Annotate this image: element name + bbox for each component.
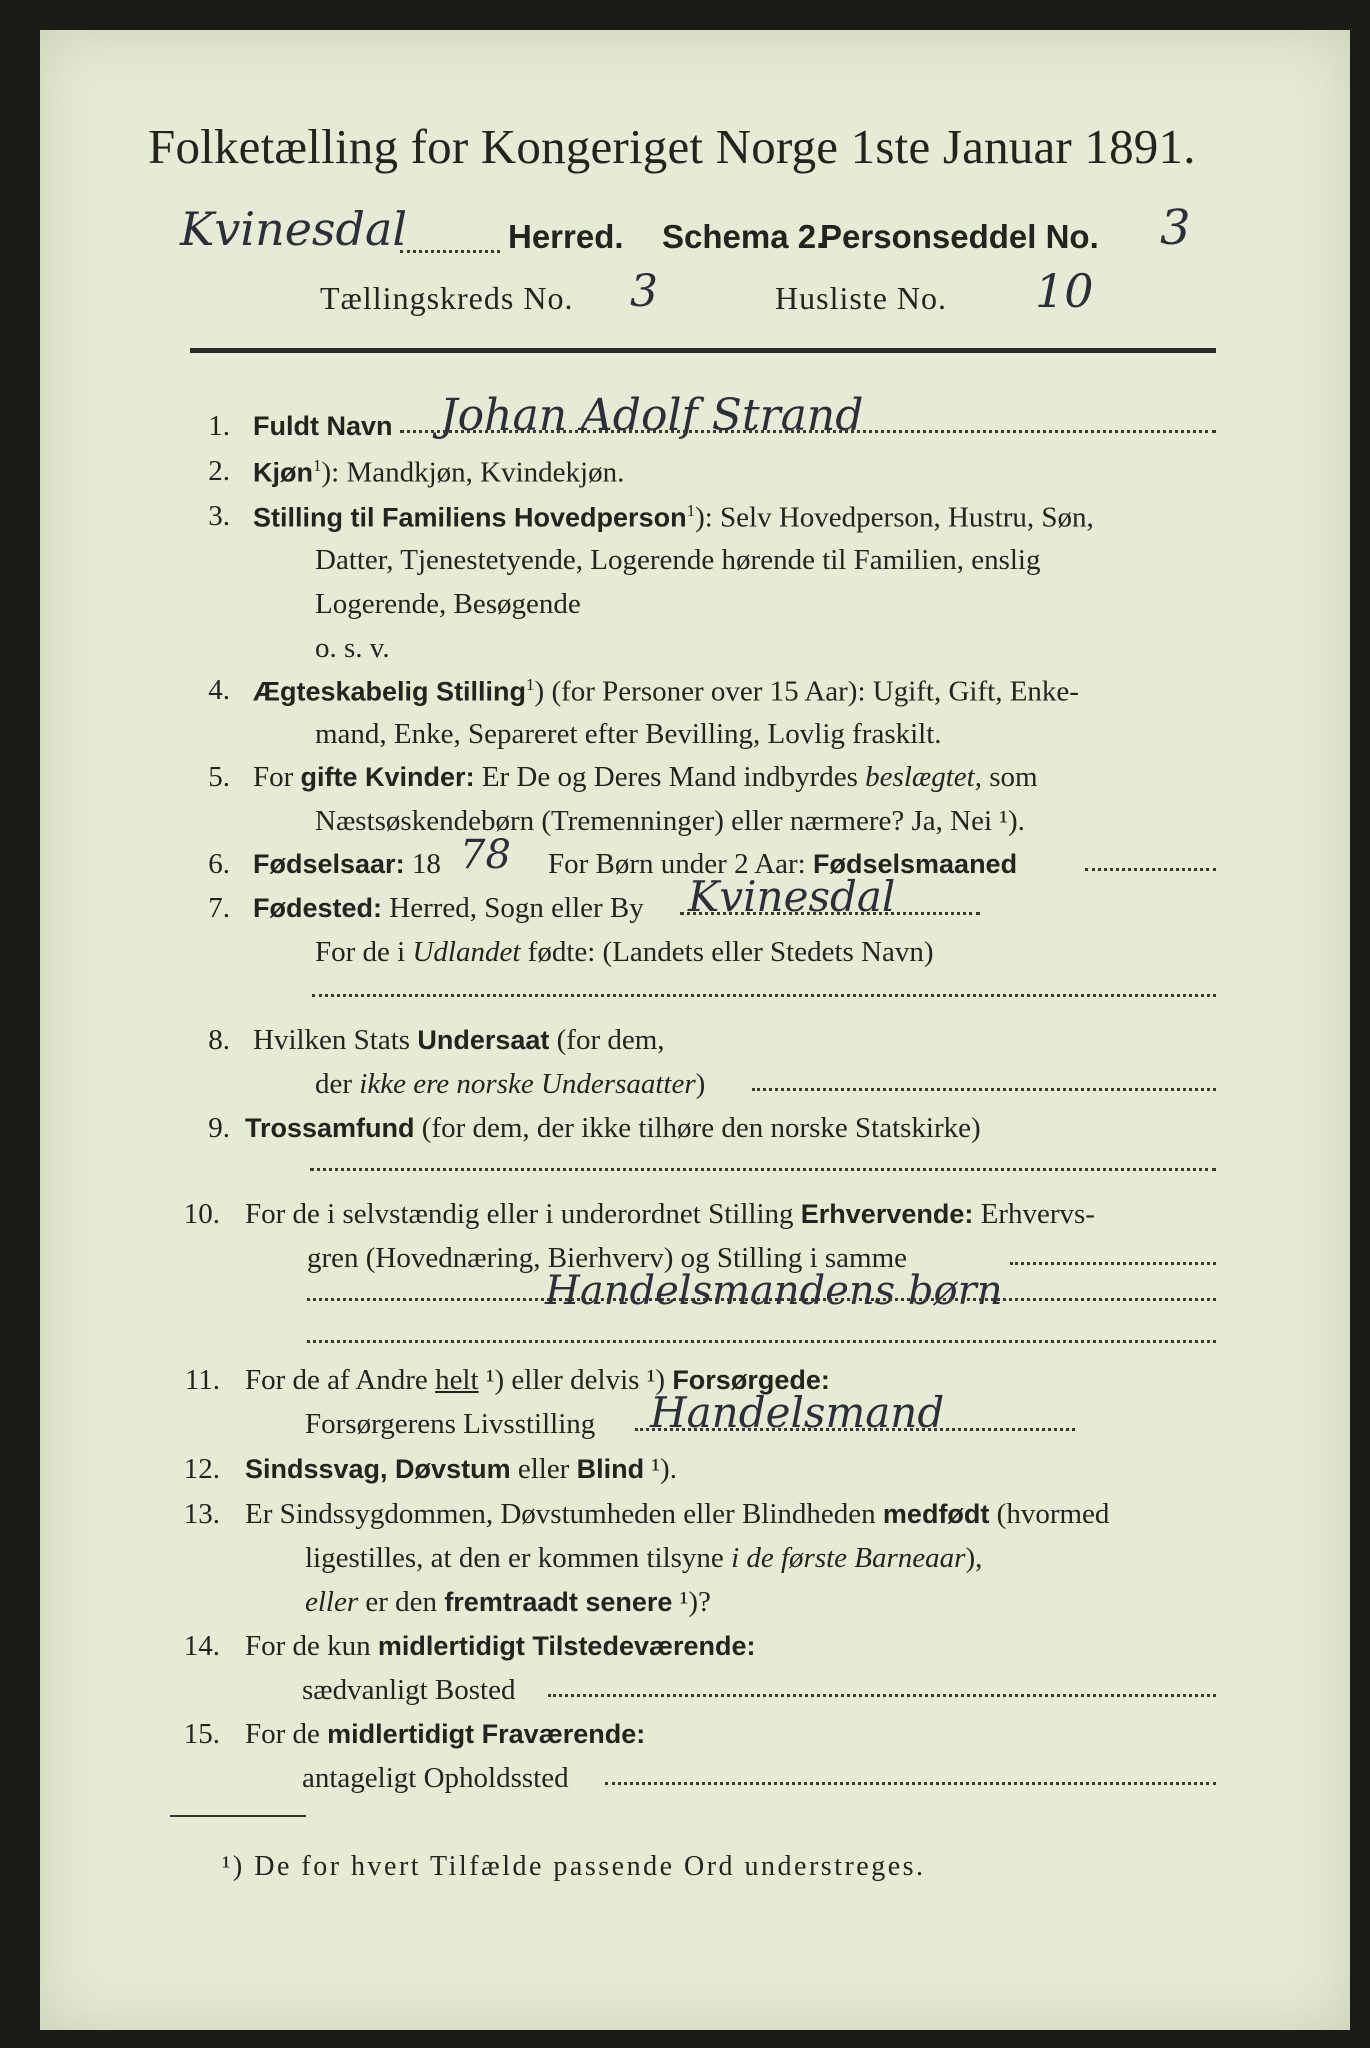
item-11-line2: Forsørgerens Livsstilling <box>305 1408 596 1440</box>
item-10-label: Erhvervende: <box>800 1199 974 1229</box>
item-2-label: Kjøn <box>253 457 313 488</box>
item-1-dots <box>400 430 1216 433</box>
item-11-pre: For de af Andre <box>245 1364 436 1396</box>
census-form-sheet <box>40 30 1350 2030</box>
form-title: Folketælling for Kongeriget Norge 1ste Januar 1891. <box>148 119 1196 174</box>
personseddel-value: 3 <box>1160 200 1191 256</box>
item-7-line2-italic: Udlandet <box>412 936 521 968</box>
husliste-label: Husliste No. <box>775 280 947 316</box>
item-5-pre: For <box>253 761 301 793</box>
item-7-number: 7. <box>208 892 230 924</box>
kreds-label: Tællingskreds No. <box>320 280 574 316</box>
item-15-number: 15. <box>183 1718 220 1750</box>
item-5-number: 5. <box>208 761 230 793</box>
item-13-number: 13. <box>183 1498 220 1530</box>
item-10-number: 10. <box>183 1198 220 1230</box>
item-14-pre: For de kun <box>245 1630 378 1662</box>
item-3-line4: o. s. v. <box>315 632 390 664</box>
item-8-text: (for dem, <box>549 1024 665 1056</box>
schema-label: Schema 2. <box>662 218 826 255</box>
item-13-pre: Er Sindssygdommen, Døvstumheden eller Blindheden <box>245 1498 883 1530</box>
item-12-label: Sindssvag, Døvstum <box>245 1454 511 1484</box>
item-11-dots <box>635 1428 1075 1431</box>
item-9-dots <box>310 1168 1216 1171</box>
item-10-text: Erhvervs- <box>973 1198 1095 1230</box>
item-4-line2: mand, Enke, Separeret efter Bevilling, Lovlig fraskilt. <box>315 718 942 750</box>
item-12-text: eller <box>510 1453 577 1485</box>
herred-value: Kvinesdal <box>180 202 408 256</box>
item-3-label: Stilling til Familiens Hovedperson <box>253 502 687 533</box>
item-3-line2: Datter, Tjenestetyende, Logerende hørende til Familien, enslig <box>315 544 1041 576</box>
item-6-label2: Fødselsmaaned <box>813 849 1018 879</box>
item-5-label: gifte Kvinder: <box>300 762 475 792</box>
item-14-line2: sædvanligt Bosted <box>302 1674 516 1706</box>
item-5-post: som <box>981 761 1038 793</box>
item-7-text: Herred, Sogn eller By <box>382 892 644 924</box>
item-8-pre: Hvilken Stats <box>253 1024 418 1056</box>
item-7-line2a: For de i <box>315 936 413 968</box>
item-8-number: 8. <box>208 1024 230 1056</box>
item-14-dots <box>548 1694 1216 1697</box>
item-7-line2b: fødte: (Landets eller Stedets Navn) <box>520 936 934 968</box>
item-9-text: (for dem, der ikke tilhøre den norske Statskirke) <box>414 1112 981 1144</box>
item-1-number: 1. <box>208 410 230 442</box>
item-3-options: ): Selv Hovedperson, Hustru, Søn, <box>695 501 1094 534</box>
item-6-century: 18 <box>404 848 441 880</box>
item-11-mid: ¹) eller delvis ¹) <box>478 1364 673 1396</box>
item-10-line2: gren (Hovednæring, Bierhverv) og Stilling i samme <box>307 1242 908 1274</box>
item-6-mid: For Børn under 2 Aar: <box>548 848 813 880</box>
item-10-value: Handelsmandens børn <box>545 1268 1003 1314</box>
footnote: ¹) De for hvert Tilfælde passende Ord understreges. <box>222 1851 926 1882</box>
item-15-label: midlertidigt Fraværende: <box>327 1719 646 1749</box>
header-rule <box>190 348 1216 353</box>
personseddel-label: Personseddel No. <box>820 218 1099 255</box>
item-11-helt: helt <box>435 1364 479 1396</box>
footnote-rule <box>170 1815 306 1817</box>
item-9-number: 9. <box>208 1112 230 1144</box>
herred-dots <box>400 250 500 253</box>
item-2-number: 2. <box>208 455 230 487</box>
item-6-label: Fødselsaar: <box>253 849 405 879</box>
item-7-label: Fødested: <box>253 893 383 923</box>
item-15-pre: For de <box>245 1718 328 1750</box>
item-10-pre: For de i selvstændig eller i underordnet Stilling <box>245 1198 801 1230</box>
item-12-post: ¹). <box>644 1453 677 1485</box>
item-7-dots <box>680 912 980 915</box>
item-4-options: ) (for Personer over 15 Aar): Ugift, Gift, Enke- <box>534 675 1079 708</box>
item-6-dots <box>1085 868 1216 871</box>
item-13-line3a: er den <box>358 1586 445 1618</box>
item-13-label: medfødt <box>882 1499 990 1529</box>
item-8-dots <box>752 1088 1216 1091</box>
item-10-line3-dots <box>307 1298 1216 1301</box>
item-8-line2b: ) <box>695 1068 706 1100</box>
item-13-line2b: ), <box>965 1542 983 1574</box>
item-6-number: 6. <box>208 848 230 880</box>
item-14-number: 14. <box>183 1630 220 1662</box>
item-15-line2: antageligt Opholdssted <box>302 1762 569 1794</box>
item-2-options: ): Mandkjøn, Kvindekjøn. <box>321 456 625 489</box>
item-6-value: 78 <box>460 832 511 878</box>
item-10-line4-dots <box>307 1340 1216 1343</box>
item-7-line3-dots <box>312 994 1216 997</box>
item-3-line3: Logerende, Besøgende <box>315 588 581 620</box>
item-10-line2-dots <box>1010 1262 1216 1265</box>
item-14-label: midlertidigt Tilstedeværende: <box>377 1631 756 1661</box>
item-13-text: (hvormed <box>989 1498 1110 1530</box>
item-12-number: 12. <box>183 1453 220 1485</box>
item-13-label3: fremtraadt senere <box>444 1587 673 1617</box>
item-5-text: Er De og Deres Mand indbyrdes <box>474 761 866 793</box>
item-13-line2-italic: i de første Barneaar <box>731 1542 966 1574</box>
item-13-line3b: ¹)? <box>672 1586 711 1618</box>
item-9-label: Trossamfund <box>245 1113 415 1143</box>
item-7-value: Kvinesdal <box>688 872 896 921</box>
item-8-label: Undersaat <box>417 1025 550 1055</box>
item-1-value: Johan Adolf Strand <box>440 390 864 441</box>
item-11-label: Forsørgede: <box>672 1365 830 1395</box>
item-12-label2: Blind <box>576 1454 645 1484</box>
item-5-italic: beslægtet, <box>865 761 982 793</box>
husliste-value: 10 <box>1035 264 1094 318</box>
herred-label: Herred. <box>508 218 624 255</box>
item-4-number: 4. <box>208 674 230 706</box>
item-8-line2a: der <box>315 1068 360 1100</box>
item-15-dots <box>605 1782 1216 1785</box>
kreds-value: 3 <box>630 266 658 317</box>
item-11-value: Handelsmand <box>650 1388 945 1437</box>
item-11-number: 11. <box>184 1364 220 1396</box>
item-5-line2: Næstsøskendebørn (Tremenninger) eller nærmere? Ja, Nei ¹). <box>315 805 1025 837</box>
item-8-line2-italic: ikke ere norske Undersaatter <box>359 1068 696 1100</box>
item-3-number: 3. <box>208 500 230 532</box>
item-13-line2a: ligestilles, at den er kommen tilsyne <box>305 1542 732 1574</box>
item-1-label: Fuldt Navn <box>253 411 393 441</box>
item-13-line3-italic: eller <box>305 1586 359 1618</box>
item-4-label: Ægteskabelig Stilling <box>253 676 527 707</box>
